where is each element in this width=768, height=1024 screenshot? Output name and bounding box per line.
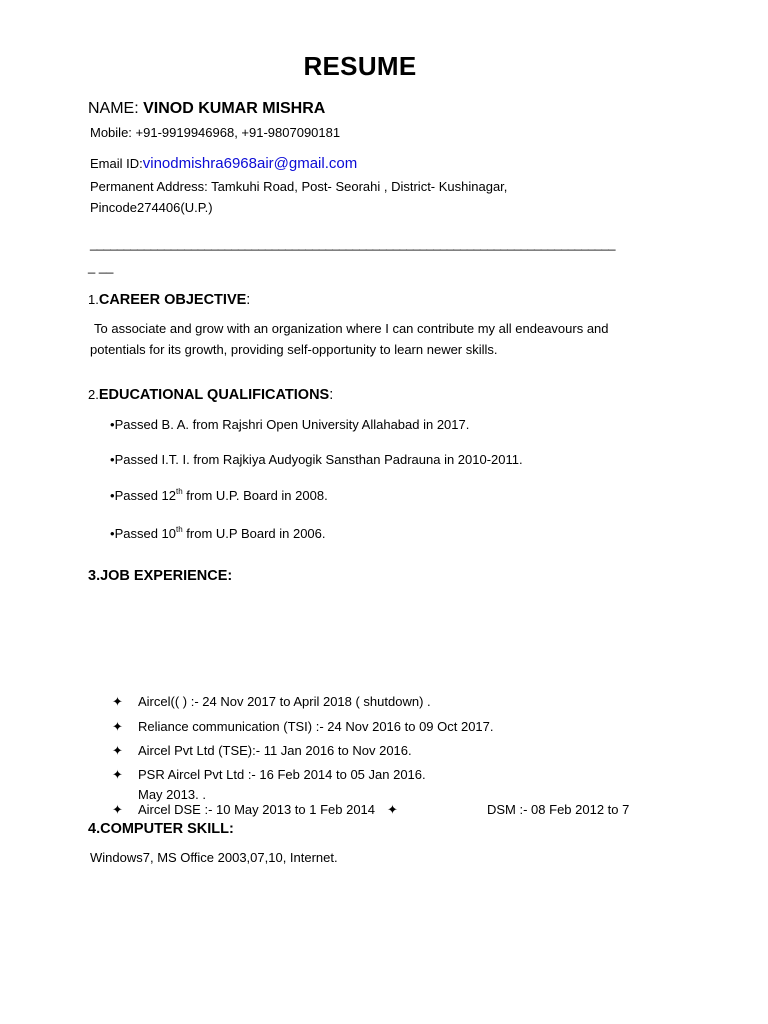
email-label: Email ID: [90, 156, 143, 171]
address-line-1: Permanent Address: Tamkuhi Road, Post- Seorahi , District- Kushinagar, [90, 179, 508, 194]
education-heading: 2.EDUCATIONAL QUALIFICATIONS: [88, 387, 334, 403]
separator-line-tail: _ __ [88, 259, 114, 274]
bullet-icon: • [110, 417, 115, 432]
job-item: Aircel Pvt Ltd (TSE):- 11 Jan 2016 to Nov 2016. [138, 743, 412, 758]
email-link[interactable]: vinodmishra6968air@gmail.com [142, 155, 358, 172]
star-bullet-icon: ✦ [112, 802, 123, 817]
job-item: Reliance communication (TSI) :- 24 Nov 2016 to 09 Oct 2017. [138, 719, 494, 734]
resume-title: RESUME [303, 51, 417, 81]
education-item: •Passed B. A. from Rajshri Open University Allahabad in 2017. [110, 417, 470, 432]
job-experience-heading: 3.JOB EXPERIENCE: [88, 568, 233, 584]
address-line-2: Pincode274406(U.P.) [90, 200, 213, 215]
job-item: Aircel DSE :- 10 May 2013 to 1 Feb 2014 [138, 802, 376, 817]
name-label: NAME: [88, 100, 144, 117]
job-item: PSR Aircel Pvt Ltd :- 16 Feb 2014 to 05 Jan 2016. [138, 767, 426, 782]
education-item: •Passed 12th from U.P. Board in 2008. [110, 487, 328, 503]
computer-skill-text: Windows7, MS Office 2003,07,10, Internet. [90, 850, 338, 865]
job-item: Aircel(( ) :- 24 Nov 2017 to April 2018 ( shutdown) . [138, 694, 431, 709]
star-bullet-icon: ✦ [387, 802, 398, 817]
job-overlap-line: May 2013. . [138, 787, 206, 802]
email-row [90, 155, 357, 172]
computer-skill-heading: 4.COMPUTER SKILL: [88, 821, 234, 837]
bullet-icon: • [110, 526, 115, 541]
job-item: DSM :- 08 Feb 2012 to 7 [487, 802, 630, 817]
star-bullet-icon: ✦ [112, 694, 123, 709]
name-value: VINOD KUMAR MISHRA [143, 100, 326, 117]
star-bullet-icon: ✦ [112, 743, 123, 758]
name-row [88, 100, 325, 118]
bullet-icon: • [110, 488, 115, 503]
star-bullet-icon: ✦ [112, 719, 123, 734]
mobile-line: Mobile: +91-9919946968, +91-9807090181 [90, 125, 341, 140]
education-item: •Passed I.T. I. from Rajkiya Audyogik Sansthan Padrauna in 2010-2011. [110, 452, 523, 467]
career-objective-heading: 1.CAREER OBJECTIVE: [88, 292, 251, 308]
separator-line: ______________________________________________________________________________ [90, 236, 615, 251]
education-item: •Passed 10th from U.P Board in 2006. [110, 525, 326, 541]
star-bullet-icon: ✦ [112, 767, 123, 782]
bullet-icon: • [110, 452, 115, 467]
career-objective-text: To associate and grow with an organization where I can contribute my all endeavours and potentials for its growth, providing self-opportunity to learn newer skills. [90, 321, 609, 357]
